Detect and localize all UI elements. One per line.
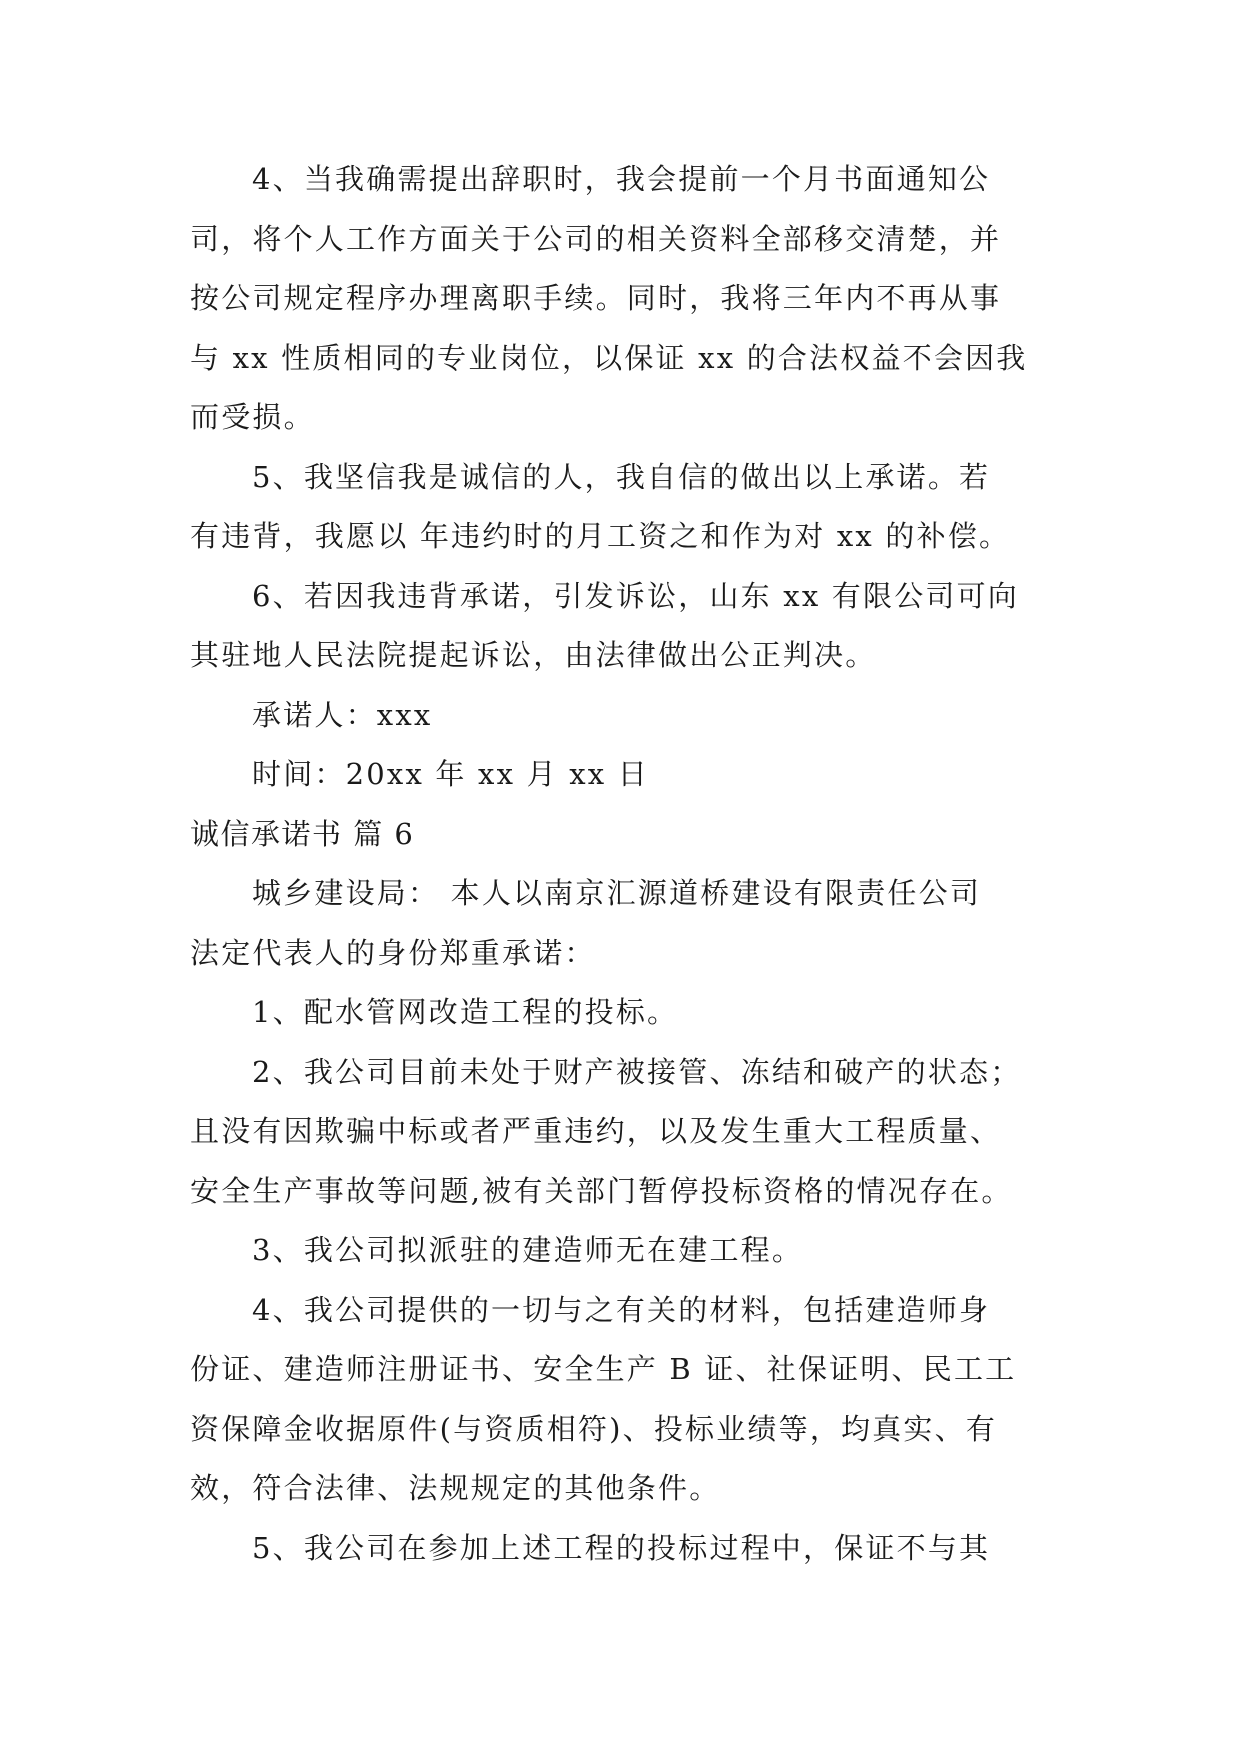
item-5-line-1: 5、我公司在参加上述工程的投标过程中，保证不与其: [252, 1530, 991, 1565]
item-4-line-2: 份证、建造师注册证书、安全生产 B 证、社保证明、民工工: [190, 1352, 1017, 1386]
paragraph-6-line-2: 其驻地人民法院提起诉讼，由法律做出公正判决。: [190, 638, 877, 672]
paragraph-4-line-3: 按公司规定程序办理离职手续。同时，我将三年内不再从事: [190, 281, 1002, 315]
date-line: 时间：20xx 年 xx 月 xx 日: [252, 757, 649, 791]
item-3-line-1: 3、我公司拟派驻的建造师无在建工程。: [252, 1233, 804, 1267]
paragraph-5-line-1: 5、我坚信我是诚信的人，我自信的做出以上承诺。若: [252, 459, 991, 494]
paragraph-6-line-1: 6、若因我违背承诺，引发诉讼，山东 xx 有限公司可向: [252, 578, 1019, 613]
item-4-line-4: 效，符合法律、法规规定的其他条件。: [190, 1471, 721, 1505]
item-2-line-2: 且没有因欺骗中标或者严重违约，以及发生重大工程质量、: [190, 1114, 1002, 1148]
signatory-line: 承诺人：xxx: [252, 697, 433, 732]
item-1-line-1: 1、配水管网改造工程的投标。: [252, 995, 679, 1029]
paragraph-4-line-1: 4、当我确需提出辞职时，我会提前一个月书面通知公: [252, 162, 991, 196]
paragraph-5-line-2: 有违背，我愿以 年违约时的月工资之和作为对 xx 的补偿。: [190, 519, 1011, 553]
paragraph-4-line-4: 与 xx 性质相同的专业岗位，以保证 xx 的合法权益不会因我: [190, 340, 1028, 375]
item-2-line-1: 2、我公司目前未处于财产被接管、冻结和破产的状态；: [252, 1054, 1022, 1089]
document-page: [190, 150, 1056, 1578]
addressee-line-2: 法定代表人的身份郑重承诺：: [190, 935, 596, 970]
section-heading: 诚信承诺书 篇 6: [190, 816, 415, 851]
item-4-line-3: 资保障金收据原件(与资质相符)、投标业绩等，均真实、有: [190, 1411, 998, 1446]
item-4-line-1: 4、我公司提供的一切与之有关的材料，包括建造师身: [252, 1292, 991, 1327]
item-2-line-3: 安全生产事故等问题,被有关部门暂停投标资格的情况存在。: [190, 1173, 1013, 1208]
paragraph-4-line-2: 司，将个人工作方面关于公司的相关资料全部移交清楚，并: [190, 221, 1002, 256]
addressee-line-1: 城乡建设局： 本人以南京汇源道桥建设有限责任公司: [252, 876, 982, 910]
paragraph-4-line-5: 而受损。: [190, 400, 315, 434]
